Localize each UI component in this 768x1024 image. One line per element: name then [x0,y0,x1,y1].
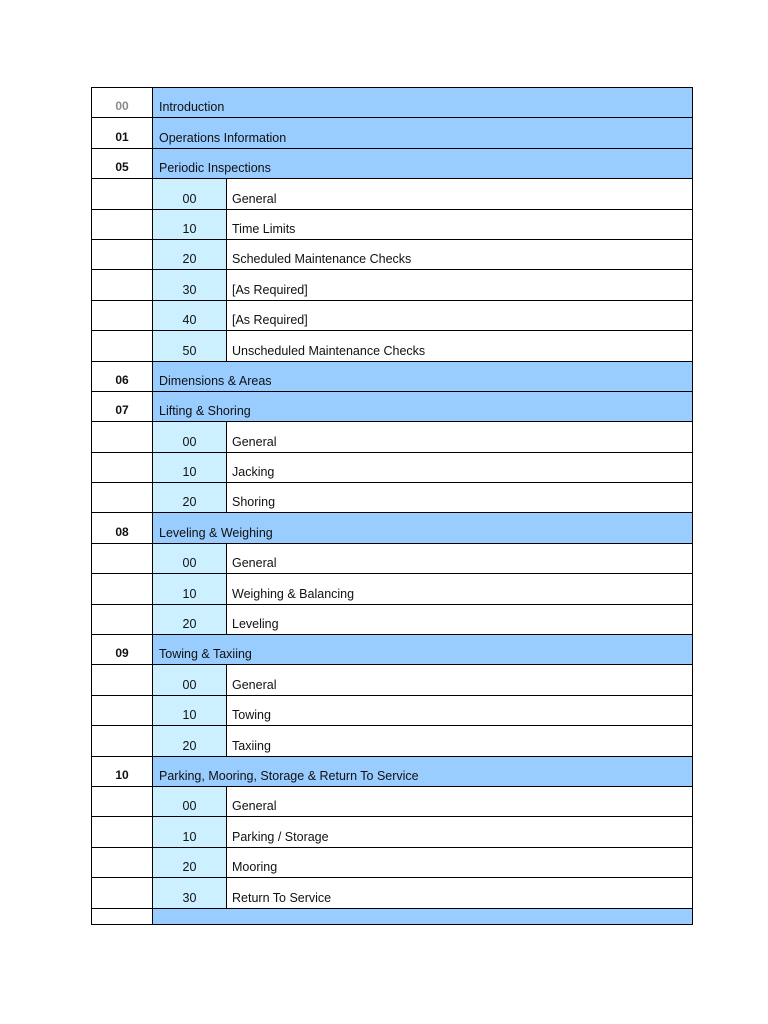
subsection-number-cell [153,270,227,299]
empty-number-cell [92,605,153,634]
subsection-row [92,453,692,483]
subsection-title: General [232,434,277,449]
empty-number-cell [92,909,153,924]
section-number: 09 [115,646,129,661]
subsection-title: Shoring [232,495,276,510]
section-row [92,635,692,665]
subsection-row [92,210,692,240]
subsection-title-cell [227,574,692,603]
subsection-number: 20 [182,738,197,753]
section-title-cell [153,513,692,542]
section-row [92,118,692,148]
subsection-title-cell [227,483,692,512]
section-number-cell [92,149,153,178]
subsection-title: Weighing & Balancing [232,586,355,601]
subsection-number: 30 [182,890,197,905]
subsection-row [92,848,692,878]
empty-number-cell [92,210,153,239]
subsection-title: [As Required] [232,282,308,297]
subsection-title: [As Required] [232,313,308,328]
subsection-row [92,544,692,574]
subsection-number: 20 [182,617,197,632]
section-row [92,149,692,179]
subsection-number-cell [153,544,227,573]
subsection-row [92,179,692,209]
subsection-title-cell [227,422,692,451]
subsection-title: Unscheduled Maintenance Checks [232,343,426,358]
empty-number-cell [92,240,153,269]
subsection-number-cell [153,422,227,451]
subsection-number-cell [153,301,227,330]
subsection-title: General [232,799,277,814]
subsection-row [92,240,692,270]
section-title: Leveling & Weighing [159,525,273,540]
subsection-title-cell [227,331,692,360]
subsection-number: 00 [182,434,197,449]
section-title: Operations Information [159,130,287,145]
empty-number-cell [92,331,153,360]
section-row [92,757,692,787]
subsection-number-cell [153,240,227,269]
subsection-number: 10 [182,829,197,844]
subsection-title-cell [227,270,692,299]
section-number: 00 [115,99,129,114]
section-row [92,392,692,422]
empty-number-cell [92,787,153,816]
empty-number-cell [92,453,153,482]
subsection-title: Taxiing [232,738,271,753]
section-row [92,513,692,543]
subsection-title-cell [227,179,692,208]
section-row [92,362,692,392]
empty-number-cell [92,422,153,451]
subsection-number: 10 [182,708,197,723]
subsection-title: General [232,556,277,571]
section-number-cell [92,513,153,542]
subsection-title-cell [227,787,692,816]
empty-number-cell [92,665,153,694]
section-number-cell [92,635,153,664]
subsection-number-cell [153,696,227,725]
subsection-row [92,696,692,726]
section-title-cell [153,392,692,421]
subsection-row [92,817,692,847]
section-number-cell [92,88,153,117]
subsection-title-cell [227,210,692,239]
subsection-number-cell [153,331,227,360]
section-title-cell [153,88,692,117]
section-row [92,88,692,118]
subsection-row [92,574,692,604]
section-title: Introduction [159,100,225,115]
subsection-title-cell [227,605,692,634]
section-title-cell [153,149,692,178]
subsection-number: 00 [182,191,197,206]
subsection-row [92,301,692,331]
subsection-number: 00 [182,556,197,571]
subsection-title-cell [227,848,692,877]
subsection-number-cell [153,453,227,482]
empty-number-cell [92,270,153,299]
section-number: 05 [115,160,129,175]
section-number-cell [92,362,153,391]
empty-title-cell [153,909,692,924]
subsection-number: 30 [182,282,197,297]
subsection-title-cell [227,878,692,907]
subsection-title: Parking / Storage [232,829,329,844]
subsection-title: Jacking [232,465,275,480]
subsection-number: 10 [182,586,197,601]
section-number-cell [92,118,153,147]
subsection-number-cell [153,848,227,877]
empty-number-cell [92,726,153,755]
section-number: 01 [115,129,129,144]
subsection-number-cell [153,726,227,755]
section-number-cell [92,757,153,786]
subsection-number-cell [153,179,227,208]
empty-number-cell [92,301,153,330]
section-number: 08 [115,524,129,539]
subsection-number-cell [153,605,227,634]
subsection-number: 20 [182,860,197,875]
subsection-number: 10 [182,465,197,480]
subsection-title-cell [227,726,692,755]
subsection-row [92,726,692,756]
subsection-title: Scheduled Maintenance Checks [232,252,412,267]
subsection-title-cell [227,453,692,482]
subsection-number-cell [153,817,227,846]
subsection-title: Leveling [232,617,279,632]
subsection-number: 00 [182,677,197,692]
section-title: Dimensions & Areas [159,373,272,388]
section-title-cell [153,362,692,391]
subsection-title: Return To Service [232,890,332,905]
section-title-cell [153,118,692,147]
section-number: 10 [115,767,129,782]
subsection-number: 10 [182,221,197,236]
subsection-number-cell [153,210,227,239]
section-title: Periodic Inspections [159,161,271,176]
subsection-row [92,878,692,908]
subsection-title: Time Limits [232,221,296,236]
subsection-title-cell [227,696,692,725]
empty-number-cell [92,696,153,725]
section-title: Towing & Taxiing [159,647,252,662]
section-number-cell [92,392,153,421]
subsection-number: 40 [182,313,197,328]
subsection-number: 20 [182,252,197,267]
subsection-title: General [232,677,277,692]
subsection-title: General [232,191,277,206]
empty-number-cell [92,817,153,846]
section-title-cell [153,635,692,664]
subsection-number: 20 [182,495,197,510]
subsection-number: 50 [182,343,197,358]
subsection-number-cell [153,574,227,603]
section-number: 07 [115,403,129,418]
subsection-number: 00 [182,799,197,814]
table-end-row [92,909,692,925]
empty-number-cell [92,574,153,603]
subsection-row [92,787,692,817]
subsection-row [92,422,692,452]
subsection-row [92,483,692,513]
subsection-number-cell [153,665,227,694]
subsection-number-cell [153,878,227,907]
subsection-number-cell [153,787,227,816]
subsection-number-cell [153,483,227,512]
empty-number-cell [92,544,153,573]
empty-number-cell [92,483,153,512]
section-title-cell [153,757,692,786]
subsection-title-cell [227,817,692,846]
subsection-title-cell [227,240,692,269]
subsection-row [92,665,692,695]
subsection-title-cell [227,665,692,694]
subsection-title: Towing [232,708,271,723]
subsection-title: Mooring [232,860,278,875]
empty-number-cell [92,179,153,208]
subsection-row [92,605,692,635]
contents-table [91,87,693,925]
section-number: 06 [115,372,129,387]
subsection-title-cell [227,544,692,573]
subsection-title-cell [227,301,692,330]
empty-number-cell [92,878,153,907]
subsection-row [92,270,692,300]
section-title: Parking, Mooring, Storage & Return To Service [159,768,419,783]
subsection-row [92,331,692,361]
section-title: Lifting & Shoring [159,404,251,419]
empty-number-cell [92,848,153,877]
